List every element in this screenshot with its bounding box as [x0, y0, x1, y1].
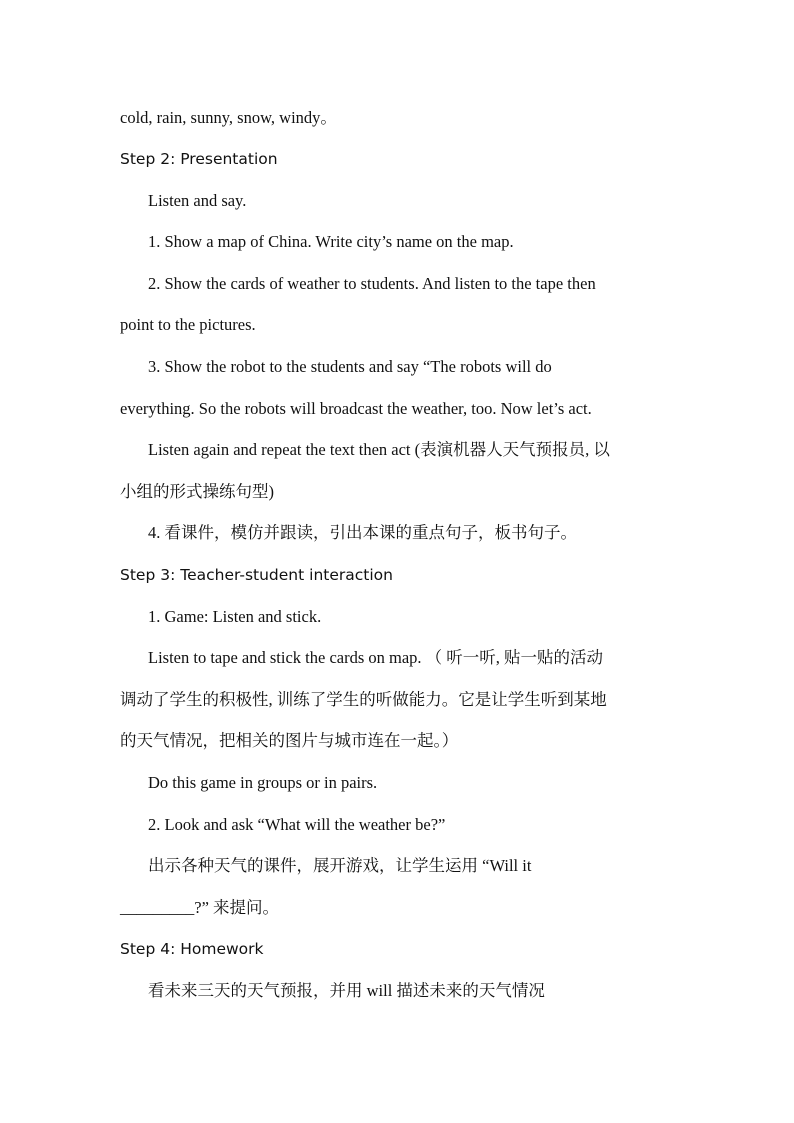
paragraph-line: 4. 看课件，模仿并跟读，引出本课的重点句子，板书句子。 [148, 523, 577, 542]
paragraph-line: 1. Show a map of China. Write city’s name on the map. [148, 232, 514, 251]
vocabulary-line: cold, rain, sunny, snow, windy。 [120, 108, 337, 127]
paragraph-line: 2. Show the cards of weather to students. And listen to the tape then [148, 274, 596, 293]
paragraph-line: everything. So the robots will broadcast the weather, too. Now let’s act. [120, 399, 592, 418]
paragraph-line: 看未来三天的天气预报，并用 will 描述未来的天气情况 [148, 981, 545, 1000]
paragraph-line: 出示各种天气的课件，展开游戏，让学生运用 “Will it [148, 856, 532, 875]
step-4-heading: Step 4: Homework [120, 940, 264, 958]
paragraph-line: 3. Show the robot to the students and say “The robots will do [148, 357, 552, 376]
step-2-heading: Step 2: Presentation [120, 150, 278, 168]
paragraph-line: Listen again and repeat the text then act (表演机器人天气预报员, 以 [148, 440, 610, 459]
paragraph-line: 调动了学生的积极性, 训练了学生的听做能力。它是让学生听到某地 [120, 690, 607, 709]
paragraph-line: Do this game in groups or in pairs. [148, 773, 378, 792]
step-3-heading: Step 3: Teacher-student interaction [120, 566, 393, 584]
paragraph-line: _________?” 来提问。 [120, 898, 280, 917]
paragraph-line: Listen and say. [148, 191, 247, 210]
paragraph-line: Listen to tape and stick the cards on map. （ 听一听, 贴一贴的活动 [148, 648, 604, 667]
paragraph-line: 2. Look and ask “What will the weather be?” [148, 815, 446, 834]
paragraph-line: 小组的形式操练句型) [120, 482, 274, 501]
paragraph-line: 的天气情况，把相关的图片与城市连在一起。） [120, 731, 459, 750]
paragraph-line: 1. Game: Listen and stick. [148, 607, 322, 626]
paragraph-line: point to the pictures. [120, 315, 256, 334]
